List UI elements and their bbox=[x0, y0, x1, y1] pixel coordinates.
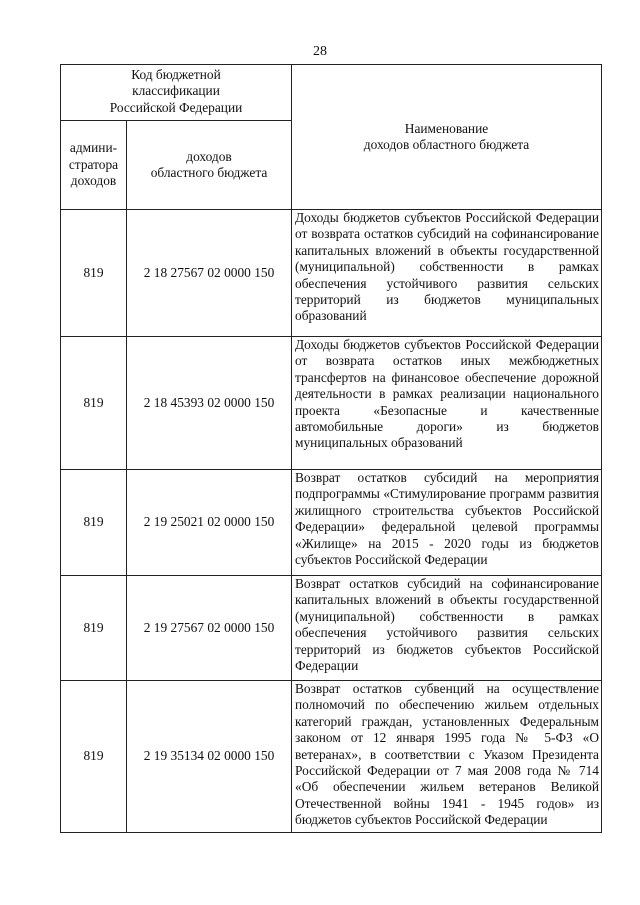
header-administrator bbox=[61, 121, 127, 210]
table-row bbox=[61, 576, 602, 681]
income-name-cell bbox=[292, 576, 602, 681]
header-income-title: доходов областного бюджета bbox=[150, 148, 268, 180]
header-budget-classification-code bbox=[61, 65, 292, 121]
admin-code-cell: 819 bbox=[61, 210, 127, 337]
budget-classification-table bbox=[60, 64, 602, 833]
header-name-title: Наименование доходов областного бюджета bbox=[363, 120, 530, 152]
income-name-text: Возврат остатков субсидий на софинансирование капитальных вложений в объекты государственной (муниципальной) собственности в рамках обеспечения устойчивого развития сельских территорий из бюджетов субъектов Российской Федерации bbox=[295, 576, 599, 674]
income-name-cell bbox=[292, 210, 602, 337]
header-income-name bbox=[292, 65, 602, 210]
admin-code-cell: 819 bbox=[61, 337, 127, 470]
header-admin-title: админи- стратора доходов bbox=[68, 140, 119, 189]
income-code-cell: 2 18 45393 02 0000 150 bbox=[127, 337, 292, 470]
header-regional-income bbox=[127, 121, 292, 210]
table-row bbox=[61, 210, 602, 337]
income-code-cell: 2 18 27567 02 0000 150 bbox=[127, 210, 292, 337]
income-name-cell bbox=[292, 337, 602, 470]
income-code-cell: 2 19 27567 02 0000 150 bbox=[127, 576, 292, 681]
income-name-text: Возврат остатков субвенций на осуществление полномочий по обеспечению жильем отдельных категорий граждан, установленных Федеральным законом от 12 января 1995 года № 5-ФЗ «О ветеранах», в соответствии с Указом Президента Российской Федерации от 7 мая 2008 года № 714 «Об обеспечении жильем ветеранов Великой Отечественной войны 1941 - 1945 годов» из бюджетов субъектов Российской Федерации bbox=[295, 681, 599, 828]
header-group-title: Код бюджетной классификации Российской Федерации bbox=[109, 67, 243, 115]
income-name-text: Возврат остатков субсидий на мероприятия подпрограммы «Стимулирование программ развития жилищного строительства субъектов Российской Федерации» федеральной целевой программы «Жилище» на 2015 - 2020 годы из бюджетов субъектов Российской Федерации bbox=[295, 470, 599, 568]
table-row bbox=[61, 681, 602, 833]
table-row bbox=[61, 470, 602, 576]
admin-code-cell: 819 bbox=[61, 576, 127, 681]
income-name-cell bbox=[292, 470, 602, 576]
admin-code-cell: 819 bbox=[61, 681, 127, 833]
income-code-cell: 2 19 25021 02 0000 150 bbox=[127, 470, 292, 576]
income-name-cell bbox=[292, 681, 602, 833]
income-name-text: Доходы бюджетов субъектов Российской Федерации от возврата остатков субсидий на софинансирование капитальных вложений в объекты государственной (муниципальной) собственности в рамках обеспечения устойчивого развития сельских территорий из бюджетов муниципальных образований bbox=[295, 210, 599, 324]
income-code-cell: 2 19 35134 02 0000 150 bbox=[127, 681, 292, 833]
table-row bbox=[61, 337, 602, 470]
admin-code-cell: 819 bbox=[61, 470, 127, 576]
page-number: 28 bbox=[313, 44, 327, 59]
income-name-text: Доходы бюджетов субъектов Российской Федерации от возврата остатков иных межбюджетных трансфертов на финансовое обеспечение дорожной деятельности в рамках реализации национального проекта «Безопасные и качественные автомобильные дороги» из бюджетов муниципальных образований bbox=[295, 337, 599, 451]
